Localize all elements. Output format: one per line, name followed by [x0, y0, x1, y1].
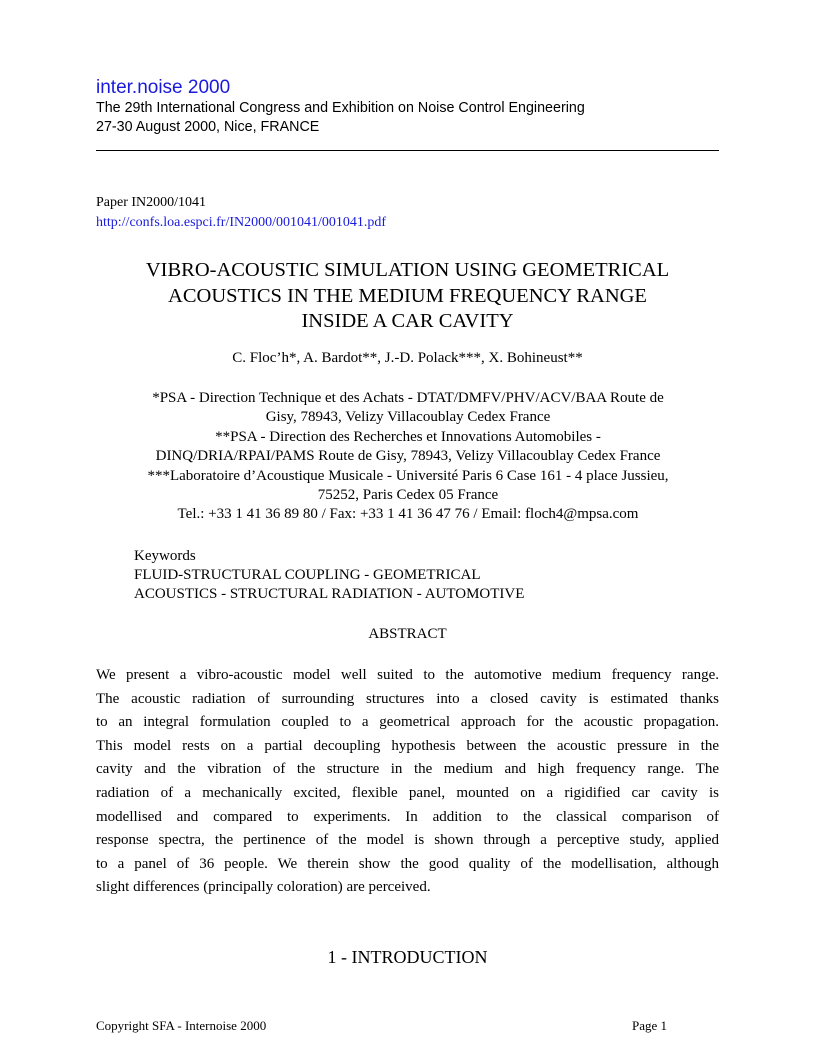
keywords-block — [134, 547, 524, 604]
title-line: ACOUSTICS IN THE MEDIUM FREQUENCY RANGE — [168, 284, 647, 307]
title-line: INSIDE A CAR CAVITY — [301, 310, 514, 332]
abstract-line: to an integral formulation coupled to a geometrical approach for the acoustic propagation. — [96, 714, 719, 731]
abstract-line: We present a vibro-acoustic model well suited to the automotive medium frequency range. — [96, 667, 719, 683]
keywords-line: FLUID-STRUCTURAL COUPLING - GEOMETRICAL — [134, 567, 481, 583]
abstract-heading: ABSTRACT — [368, 626, 447, 642]
abstract-line: slight differences (principally coloration) are perceived. — [96, 879, 431, 896]
contact-line: Tel.: +33 1 41 36 89 80 / Fax: +33 1 41 36 47 76 / Email: floch4@mpsa.com — [177, 506, 639, 523]
abstract-line: This model rests on a partial decoupling hypothesis between the acoustic pressure in the — [96, 737, 719, 754]
abstract-line: response spectra, the pertinence of the model is shown through a perceptive study, applied — [96, 832, 719, 849]
header-divider — [96, 150, 719, 151]
page-number: Page 1 — [631, 1018, 667, 1033]
paper-id: Paper IN2000/1041 — [96, 195, 207, 210]
abstract-line: to a panel of 36 people. We therein show the good quality of the modellisation, although — [96, 855, 719, 872]
conference-date: 27-30 August 2000, Nice, FRANCE — [96, 119, 320, 135]
affiliation-line: ***Laboratoire d’Acoustique Musicale - Université Paris 6 Case 161 - 4 place Jussieu, — [147, 467, 669, 484]
affiliation-line: Gisy, 78943, Velizy Villacoublay Cedex France — [265, 409, 551, 426]
paper-url-link[interactable]: http://confs.loa.espci.fr/IN2000/001041/001041.pdf — [96, 215, 387, 230]
conference-full-name: The 29th International Congress and Exhibition on Noise Control Engineering — [96, 100, 585, 116]
section-heading-introduction: 1 - INTRODUCTION — [327, 947, 488, 967]
affiliation-line: 75252, Paris Cedex 05 France — [317, 487, 499, 504]
affiliation-line: **PSA - Direction des Recherches et Innovations Automobiles - — [215, 428, 601, 445]
affiliation-line: *PSA - Direction Technique et des Achats - DTAT/DMFV/PHV/ACV/BAA Route de — [152, 390, 664, 406]
keywords-label: Keywords — [134, 548, 196, 564]
footer-copyright: Copyright SFA - Internoise 2000 — [96, 1018, 267, 1033]
paper-title — [96, 258, 719, 335]
affiliation-line: DINQ/DRIA/RPAI/PAMS Route de Gisy, 78943, Velizy Villacoublay Cedex France — [155, 448, 661, 465]
affiliations — [108, 389, 708, 525]
title-line: VIBRO-ACOUSTIC SIMULATION USING GEOMETRICAL — [145, 259, 670, 281]
keywords-line: ACOUSTICS - STRUCTURAL RADIATION - AUTOMOTIVE — [134, 586, 525, 602]
abstract-line: radiation of a mechanically excited, flexible panel, mounted on a rigidified car cavity is — [96, 784, 719, 801]
abstract-body — [96, 664, 719, 900]
abstract-line: The acoustic radiation of surrounding structures into a closed cavity is estimated thanks — [96, 690, 719, 707]
abstract-line: modellised and compared to experiments. In addition to the classical comparison of — [96, 808, 719, 825]
conference-name: inter.noise 2000 — [96, 77, 231, 98]
abstract-line: cavity and the vibration of the structure in the medium and high frequency range. The — [96, 761, 719, 778]
author-list: C. Floc’h*, A. Bardot**, J.-D. Polack***, X. Bohineust** — [232, 350, 583, 366]
